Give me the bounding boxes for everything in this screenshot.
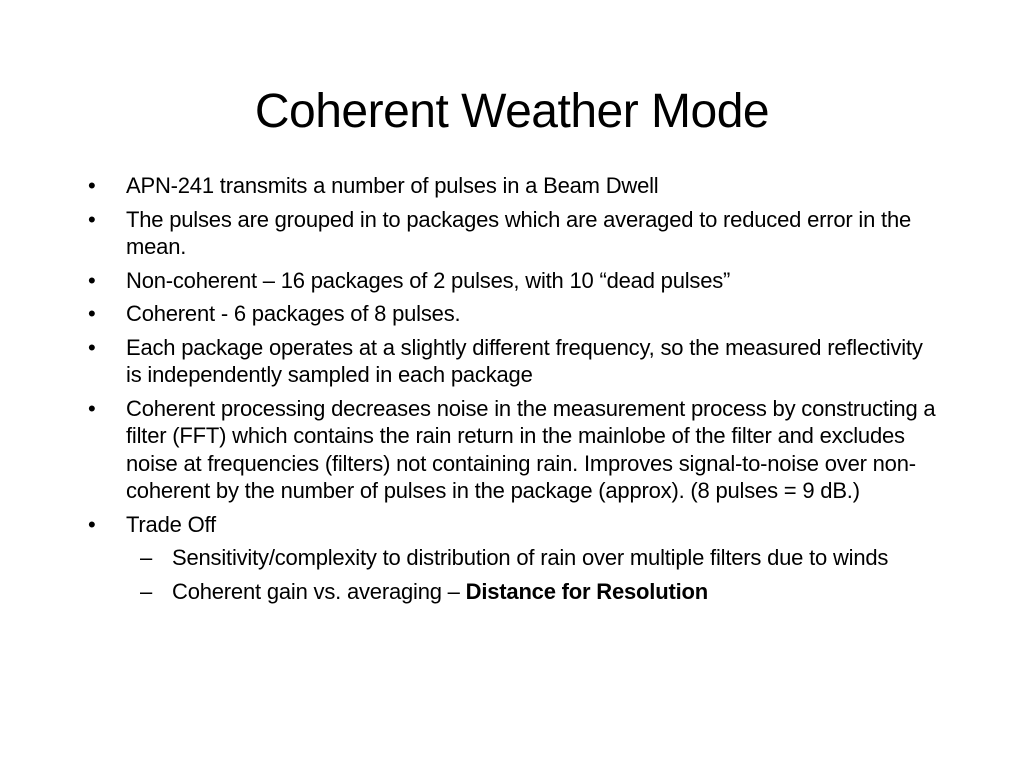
bullet-marker: • [88,395,96,421]
bullet-item [0,334,1024,389]
bullet-marker: • [88,173,96,198]
sub-bullet-bold-text: Distance for Resolution [465,578,708,604]
bullet-text: Coherent processing decreases noise in the measurement process by constructing a filter (FFT) which contains the rain return in the mainlobe of the filter and excludes noise at frequencies (filters) not containing rain. Improves signal-to-noise over non-coherent by the number of pulses in the package (approx). (8 pulses = 9 dB.) [126,395,936,503]
slide-title: Coherent Weather Mode [254,85,770,138]
bullet-item-trade-off [0,511,1024,539]
bullet-text: APN-241 transmits a number of pulses in a Beam Dwell [126,173,659,198]
sub-bullet-item [0,578,1024,606]
sub-bullet-item [0,544,1024,572]
bullet-marker: • [88,206,96,232]
bullet-item [0,206,1024,261]
bullet-text: The pulses are grouped in to packages which are averaged to reduced error in the mean. [126,206,912,259]
sub-bullet-marker: – [140,545,153,570]
bullet-marker: • [88,334,96,360]
bullet-text: Coherent - 6 packages of 8 pulses. [126,301,461,326]
bullet-item [0,267,1024,295]
bullet-marker: • [88,511,96,537]
bullet-text: Trade Off [126,511,216,537]
bullet-list [0,172,1024,611]
bullet-item [0,395,1024,505]
bullet-item [0,172,1024,200]
sub-bullet-text: Coherent gain vs. averaging – [172,578,466,604]
bullet-text: Non-coherent – 16 packages of 2 pulses, with 10 “dead pulses” [126,267,731,293]
bullet-text: Each package operates at a slightly different frequency, so the measured reflectivity is independently sampled in each package [126,334,923,387]
sub-bullet-text: Sensitivity/complexity to distribution of rain over multiple filters due to winds [172,545,889,570]
bullet-item [0,300,1024,328]
bullet-marker: • [88,267,96,293]
bullet-marker: • [88,301,96,326]
sub-bullet-marker: – [140,578,153,604]
